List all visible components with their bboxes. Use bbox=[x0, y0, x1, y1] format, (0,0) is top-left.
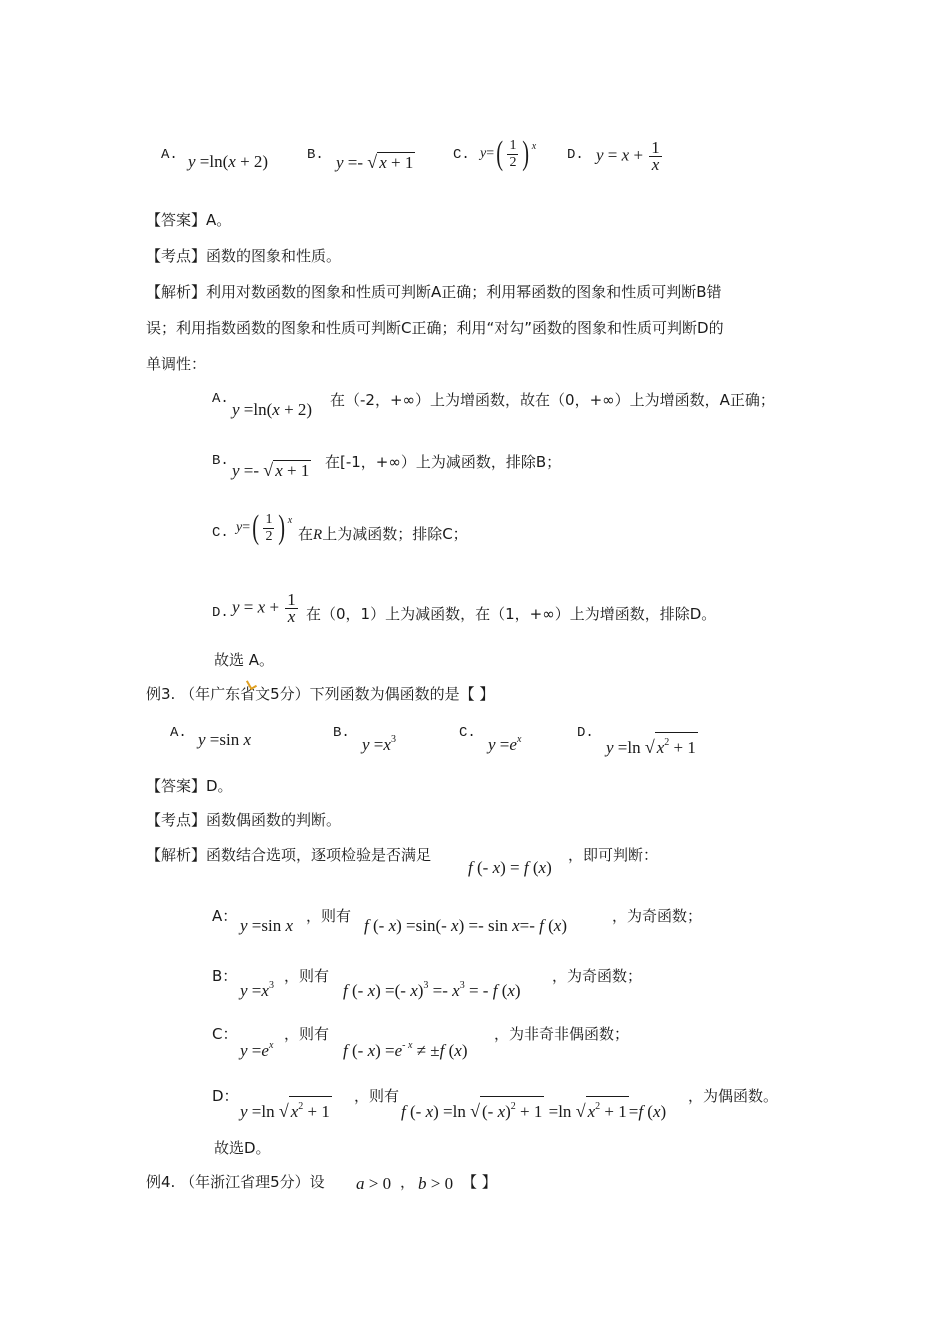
ex3-choose: 故选D。 bbox=[214, 1139, 271, 1157]
ex3-row-d-then: ，则有 bbox=[354, 1087, 400, 1105]
ex3-option-a-formula: y =sin x bbox=[198, 730, 252, 749]
analysis-line-2: 误；利用指数函数的图象和性质可判断C正确；利用“对勾”函数的图象和性质可判断D的 bbox=[146, 319, 724, 337]
ex3-topic: 【考点】函数偶函数的判断。 bbox=[146, 811, 342, 829]
analysis-a-label: A. bbox=[212, 391, 229, 407]
analysis-a-text: 在（-2，+∞）上为增函数，故在（0，+∞）上为增函数，A正确； bbox=[330, 391, 775, 409]
example-4-title-mid: ， bbox=[400, 1173, 416, 1191]
ex3-row-d-result: ，为偶函数。 bbox=[688, 1087, 779, 1105]
ex3-analysis-condition: f (- x) = f (x) bbox=[468, 858, 552, 877]
analysis-d-text: 在（0，1）上为减函数，在（1，+∞）上为增函数，排除D。 bbox=[306, 605, 717, 623]
ex3-row-a-result: ，为奇函数； bbox=[612, 907, 703, 925]
analysis-c-set-r: R bbox=[313, 527, 323, 543]
ex3-option-d-formula: y =ln √ $x^2 + 1$ bbox=[606, 732, 698, 758]
option-d-label: D. bbox=[567, 147, 584, 163]
ex3-row-b-then: ，则有 bbox=[284, 967, 330, 985]
ex3-row-c-derivation: f (- $x) =e^{- x} \ne \pm f$ (x) bbox=[343, 1040, 468, 1060]
example-4-cond-a: a > 0 bbox=[356, 1174, 392, 1193]
ex3-option-b-formula: $y =x^3$ bbox=[362, 734, 396, 754]
analysis-c-text bbox=[298, 524, 468, 545]
topic-line: 【考点】函数的图象和性质。 bbox=[146, 247, 342, 265]
ex3-row-d-func: y =ln √ $x^2 + 1$ bbox=[240, 1096, 332, 1122]
analysis-line-3: 单调性： bbox=[146, 355, 207, 373]
example-4-title-post: 【 】 bbox=[462, 1173, 497, 1191]
ex3-option-c-label: C. bbox=[459, 725, 476, 741]
ex3-option-a-label: A. bbox=[170, 725, 187, 741]
option-c-formula: y=( $\frac{1}{2}$ ) $^x$ bbox=[480, 135, 537, 172]
analysis-b-label: B. bbox=[212, 453, 229, 469]
example-3-title: 例3. （年广东省文5分）下列函数为偶函数的是【 】 bbox=[146, 685, 495, 703]
ex3-row-b-derivation: f (- x) =(- $x)^3 =- x^3$ = - f (x) bbox=[343, 980, 521, 1000]
choose-line: 故选 A。 bbox=[214, 651, 275, 669]
ex3-row-a-label: A： bbox=[212, 907, 238, 925]
analysis-b-formula: y =- √ x + 1 bbox=[232, 460, 310, 480]
example-4-cond-b: b > 0 bbox=[418, 1174, 454, 1193]
ex3-row-a-derivation: f (- x) =sin(- x) =- sin x=- f (x) bbox=[364, 916, 567, 935]
ex3-option-c-formula: $y =e^x$ bbox=[488, 734, 522, 754]
analysis-b-text: 在[-1，+∞）上为减函数，排除B； bbox=[325, 453, 562, 471]
option-b-label: B. bbox=[307, 147, 324, 163]
analysis-c-formula: y=( $\frac{1}{2}$ ) $^x$ bbox=[236, 509, 293, 546]
analysis-d-label: D. bbox=[212, 605, 229, 621]
ex3-row-c-func: $y =e^x$ bbox=[240, 1040, 274, 1060]
ex3-row-c-result: ，为非奇非偶函数； bbox=[494, 1025, 630, 1043]
option-a-formula: y =ln(x + 2) bbox=[188, 152, 269, 171]
ex3-answer: 【答案】D。 bbox=[146, 777, 233, 795]
option-a-label: A. bbox=[161, 147, 178, 163]
ex3-row-c-then: ，则有 bbox=[284, 1025, 330, 1043]
analysis-line-1: 【解析】利用对数函数的图象和性质可判断A正确；利用幂函数的图象和性质可判断B错 bbox=[146, 283, 722, 301]
ex3-analysis-post: ，即可判断： bbox=[568, 846, 659, 864]
option-b-formula: y =- √ x + 1 bbox=[336, 152, 414, 172]
ex3-row-d-derivation: f (- x) =ln √ (- x)$^2$ + 1 =ln √ $x^2 + 1 =f$ (x) bbox=[401, 1096, 666, 1122]
option-d-formula: y = x + $\frac{1}{x}$ bbox=[596, 138, 660, 174]
ex3-analysis-pre: 【解析】函数结合选项，逐项检验是否满足 bbox=[146, 846, 432, 864]
ex3-row-d-label: D： bbox=[212, 1087, 239, 1105]
ex3-option-d-label: D. bbox=[577, 725, 594, 741]
ex3-row-b-label: B： bbox=[212, 967, 238, 985]
analysis-d-formula: y = x + $\frac{1}{x}$ bbox=[232, 590, 296, 626]
ex3-row-a-func: y =sin x bbox=[240, 916, 294, 935]
answer-line: 【答案】A。 bbox=[146, 211, 232, 229]
analysis-c-text-pre: 在 bbox=[298, 525, 314, 543]
ex3-option-b-label: B. bbox=[333, 725, 350, 741]
ex3-row-a-then: ，则有 bbox=[306, 907, 352, 925]
analysis-c-text-post: 上为减函数；排除C； bbox=[322, 525, 468, 543]
example-4-title-pre: 例4. （年浙江省理5分）设 bbox=[146, 1173, 325, 1191]
ex3-row-b-func: $y =x^3$ bbox=[240, 980, 274, 1000]
option-c-label: C. bbox=[453, 147, 470, 163]
ex3-row-c-label: C： bbox=[212, 1025, 238, 1043]
ex3-row-b-result: ，为奇函数； bbox=[552, 967, 643, 985]
analysis-a-formula: y =ln(x + 2) bbox=[232, 400, 313, 419]
analysis-c-label: C. bbox=[212, 525, 229, 541]
